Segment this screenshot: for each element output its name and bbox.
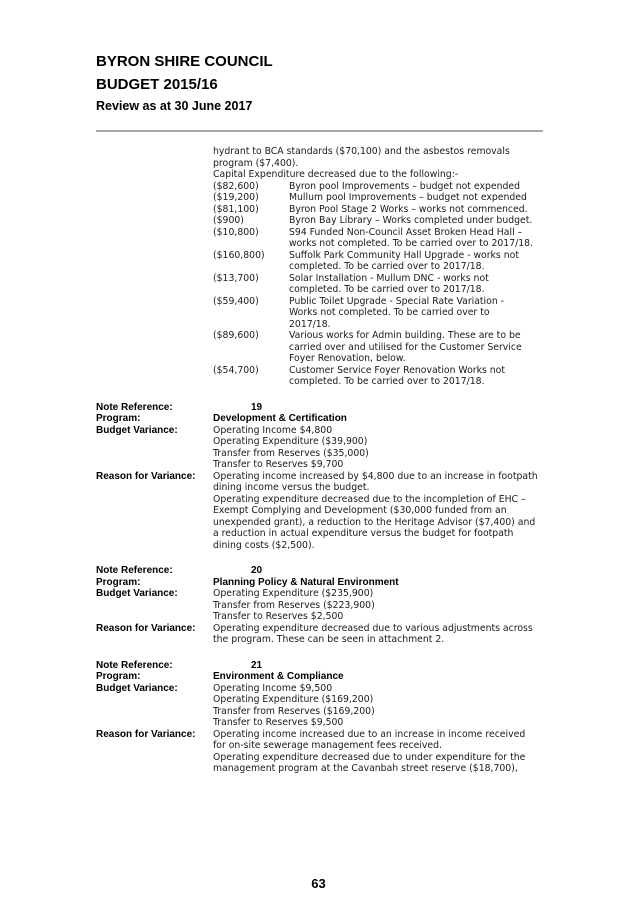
capex-amount: ($89,600) — [213, 330, 259, 341]
variance-line: Transfer from Reserves ($35,000) — [213, 447, 369, 459]
note-number: 21 — [251, 659, 263, 671]
variance-line: Transfer to Reserves $9,500 — [213, 717, 344, 728]
note-number: 20 — [251, 565, 263, 576]
program-label: Program: — [96, 576, 141, 588]
capex-amount: ($13,700) — [213, 272, 259, 284]
capex-description-line: carried over and utilised for the Customer Service — [289, 341, 522, 353]
reason-for-variance — [96, 471, 541, 552]
capex-amount: ($10,800) — [213, 226, 259, 238]
budget-variance-label: Budget Variance: — [96, 588, 178, 599]
intro-line: hydrant to BCA standards ($70,100) and the asbestos removals — [213, 146, 510, 157]
budget-variance-label: Budget Variance: — [96, 682, 178, 694]
budget-variance-value — [213, 588, 541, 623]
note-block — [96, 660, 541, 775]
capex-amount: ($900) — [213, 215, 244, 226]
capex-item — [213, 215, 541, 227]
note-reference-label: Note Reference: — [96, 401, 173, 413]
header-divider — [96, 130, 543, 132]
capex-description-line: completed. To be carried over to 2017/18. — [289, 284, 485, 295]
intro-line: program ($7,400). — [213, 157, 299, 169]
note-reference — [96, 402, 541, 414]
capex-description — [289, 227, 541, 250]
capex-description-line: completed. To be carried over to 2017/18. — [289, 376, 485, 387]
document-header — [96, 52, 273, 114]
program-value — [213, 413, 541, 425]
intro-block — [96, 146, 541, 388]
document-body — [96, 146, 541, 775]
capex-amount: ($82,600) — [213, 180, 259, 192]
capex-item — [213, 273, 541, 296]
budget-variance — [96, 425, 541, 471]
variance-line: Operating Expenditure ($235,900) — [213, 588, 374, 599]
reason-line: unexpended grant), a reduction to the Heritage Advisor ($7,400) and — [213, 516, 536, 528]
reason-for-variance — [96, 729, 541, 775]
variance-line: Operating Income $4,800 — [213, 424, 333, 436]
note-reference-label: Note Reference: — [96, 659, 173, 671]
capex-description — [289, 250, 541, 273]
capex-description-line: works not completed. To be carried over to 2017/18. — [289, 238, 534, 249]
reason-line: management program at the Cavanbah street reserve ($18,700), — [213, 763, 518, 774]
capex-description-line: 2017/18. — [289, 318, 331, 330]
capex-item — [213, 181, 541, 193]
reason-line: Operating income increased due to an increase in income received — [213, 728, 526, 740]
variance-line: Transfer from Reserves ($169,200) — [213, 705, 375, 717]
page-number: 63 — [311, 876, 326, 891]
capex-description — [289, 296, 541, 331]
budget-variance-value — [213, 683, 541, 729]
program — [96, 577, 541, 589]
capex-item — [213, 330, 541, 365]
capex-amount: ($160,800) — [213, 249, 265, 261]
program-label: Program: — [96, 413, 141, 424]
reason-line: the program. These can be seen in attachment 2. — [213, 634, 445, 645]
note-block — [96, 565, 541, 646]
reason-line: a reduction in actual expenditure versus the budget for footpath — [213, 528, 514, 539]
reason-for-variance-value — [213, 471, 541, 552]
program — [96, 413, 541, 425]
capex-description-line: Foyer Renovation, below. — [289, 353, 406, 364]
reason-for-variance — [96, 623, 541, 646]
reason-line: dining income versus the budget. — [213, 482, 370, 493]
reason-line: Operating expenditure decreased due to various adjustments across — [213, 622, 533, 634]
capex-item — [213, 192, 541, 204]
capex-item — [213, 227, 541, 250]
note-block — [96, 402, 541, 552]
note-reference-value — [213, 402, 541, 414]
reason-line: Operating expenditure decreased due to under expenditure for the — [213, 751, 526, 763]
capex-description — [289, 365, 541, 388]
variance-line: Transfer from Reserves ($223,900) — [213, 599, 375, 611]
capex-description-line: completed. To be carried over to 2017/18. — [289, 261, 485, 272]
reason-for-variance-label: Reason for Variance: — [96, 470, 196, 482]
program-value — [213, 577, 541, 589]
program-name: Development & Certification — [213, 413, 347, 424]
notes-list — [96, 402, 541, 775]
variance-line: Transfer to Reserves $9,700 — [213, 459, 344, 470]
budget-variance-value — [213, 425, 541, 471]
capex-description-line: Solar Installation - Mullum DNC - works not — [289, 272, 489, 284]
capex-description — [289, 330, 541, 365]
program-label: Program: — [96, 671, 141, 682]
budget-variance-label: Budget Variance: — [96, 424, 178, 436]
variance-line: Operating Expenditure ($169,200) — [213, 694, 374, 705]
note-reference-value — [213, 565, 541, 577]
variance-line: Operating Income $9,500 — [213, 682, 333, 694]
capex-list — [213, 181, 541, 388]
reason-for-variance-value — [213, 623, 541, 646]
intro-line: Capital Expenditure decreased due to the following:- — [213, 169, 459, 180]
program-name: Planning Policy & Natural Environment — [213, 576, 399, 588]
capex-item — [213, 204, 541, 216]
note-reference — [96, 660, 541, 672]
capex-amount: ($54,700) — [213, 364, 259, 376]
capex-description-line: S94 Funded Non-Council Asset Broken Head Hall – — [289, 226, 523, 238]
capex-amount: ($81,100) — [213, 203, 259, 215]
reason-line: Exempt Complying and Development ($30,000 funded from an — [213, 505, 507, 516]
review-date: Review as at 30 June 2017 — [96, 99, 253, 113]
reason-for-variance-label: Reason for Variance: — [96, 728, 196, 740]
capex-item — [213, 296, 541, 331]
capex-description — [289, 204, 541, 216]
reason-line: for on-site sewerage management fees received. — [213, 740, 442, 751]
capex-description-line: Mullum pool Improvements – budget not expended — [289, 192, 527, 203]
capex-description — [289, 192, 541, 204]
budget-title: BUDGET 2015/16 — [96, 76, 218, 93]
capex-description — [289, 215, 541, 227]
budget-variance — [96, 588, 541, 623]
program-name: Environment & Compliance — [213, 671, 344, 682]
variance-line: Transfer to Reserves $2,500 — [213, 611, 344, 622]
capex-item — [213, 250, 541, 273]
capex-item — [213, 365, 541, 388]
capex-description-line: Byron Pool Stage 2 Works – works not commenced. — [289, 203, 528, 215]
capex-description-line: Customer Service Foyer Renovation Works not — [289, 364, 506, 376]
budget-variance — [96, 683, 541, 729]
program — [96, 671, 541, 683]
note-reference-label: Note Reference: — [96, 565, 173, 576]
capex-description-line: Public Toilet Upgrade - Special Rate Variation - — [289, 295, 505, 307]
program-value — [213, 671, 541, 683]
capex-description-line: Byron Bay Library – Works completed under budget. — [289, 215, 533, 226]
capex-description-line: Suffolk Park Community Hall Upgrade - works not — [289, 249, 519, 261]
reason-line: Operating expenditure decreased due to the incompletion of EHC – — [213, 493, 526, 505]
capex-description-line: Byron pool Improvements – budget not expended — [289, 180, 520, 192]
capex-amount: ($19,200) — [213, 192, 259, 203]
variance-line: Operating Expenditure ($39,900) — [213, 436, 368, 447]
reason-for-variance-value — [213, 729, 541, 775]
note-reference-value — [213, 660, 541, 672]
note-number: 19 — [251, 401, 263, 413]
capex-description-line: Various works for Admin building. These are to be — [289, 330, 521, 341]
reason-line: Operating income increased by $4,800 due to an increase in footpath — [213, 470, 538, 482]
capex-description — [289, 273, 541, 296]
capex-description-line: Works not completed. To be carried over to — [289, 307, 490, 318]
capex-amount: ($59,400) — [213, 295, 259, 307]
council-name: BYRON SHIRE COUNCIL — [96, 53, 273, 70]
capex-description — [289, 181, 541, 193]
note-reference — [96, 565, 541, 577]
reason-line: dining costs ($2,500). — [213, 539, 315, 551]
reason-for-variance-label: Reason for Variance: — [96, 622, 196, 634]
